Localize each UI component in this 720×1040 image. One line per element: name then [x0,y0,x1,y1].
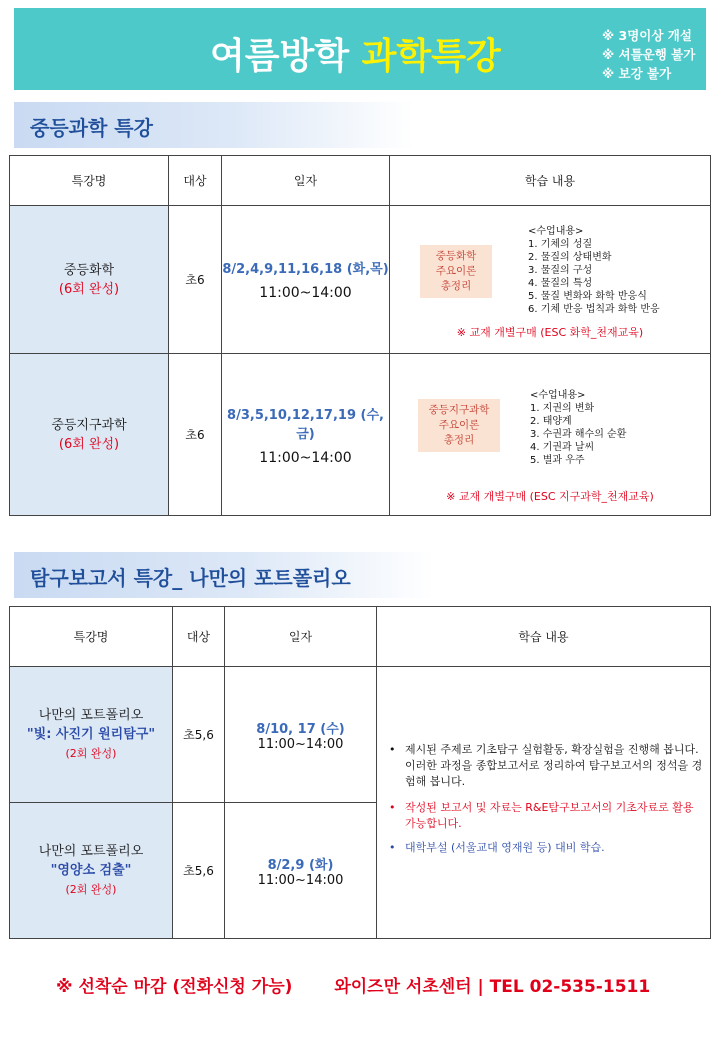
header-content: 학습 내용 [377,607,711,667]
course-time: 11:00~14:00 [259,449,352,466]
target-grade: 초5,6 [173,667,225,803]
note-no-makeup: ※ 보강 불가 [602,66,672,81]
note-no-shuttle: ※ 셔틀운행 불가 [602,47,696,62]
course-name: 나만의 포트폴리오 [38,708,144,723]
header-target: 대상 [169,156,222,206]
course-time: 11:00~14:00 [259,285,352,301]
course-dates: 8/10, 17 (수) [256,721,345,737]
footer-contact: 와이즈만 서초센터 | TEL 02-535-1511 [334,977,651,997]
content-bullets [377,742,710,856]
header-date: 일자 [225,607,377,667]
header-date: 일자 [222,156,390,206]
course-name-cell [10,803,173,939]
header-content: 학습 내용 [390,156,711,206]
textbook-note: ※ 교재 개별구매 (ESC 지구과학_천재교육) [446,489,654,503]
content-cell [377,667,711,939]
schedule-cell [222,354,390,516]
portfolio-table [9,606,711,939]
banner-notes [602,26,695,83]
target-grade: 초6 [169,354,222,516]
bullet-item: • 대학부설 (서울교대 영재원 등) 대비 학습. [389,840,704,856]
page-title [210,28,501,79]
course-sessions: (2회 완성) [65,883,117,896]
course-subtitle: "빛: 사진기 원리탐구" [26,727,156,742]
course-time: 11:00~14:00 [257,872,344,888]
course-name-cell [10,206,169,354]
middle-science-table [9,155,711,516]
course-dates: 8/2,9 (화) [267,857,334,873]
schedule-cell [225,667,377,803]
footer-deadline: ※ 선착순 마감 (전화신청 가능) [56,977,293,997]
table-row [10,354,711,516]
table-row [10,667,711,803]
content-list: <수업내용> 1. 지권의 변화 2. 태양계 3. 수권과 해수의 순환 4. 기권과 날씨 5. 별과 우주 [530,389,627,466]
content-list: <수업내용> 1. 기체의 성질 2. 물질의 상태변화 3. 물질의 구성 4. 물질의 특성 5. 물질 변화와 화학 반응식 6. 기체 반응 법칙과 화학 반응 [528,225,660,315]
note-min-students: ※ 3명이상 개설 [602,28,692,43]
course-sessions: (2회 완성) [65,747,117,760]
content-cell [390,354,711,516]
course-name: 나만의 포트폴리오 [38,844,144,859]
header-course-name: 특강명 [10,607,173,667]
course-dates: 8/2,4,9,11,16,18 (화,목) [222,262,389,277]
table-header-row [10,156,711,206]
header-course-name: 특강명 [10,156,169,206]
target-grade: 초6 [169,206,222,354]
course-time: 11:00~14:00 [257,736,344,752]
section-heading-middle-science [14,102,414,148]
table-row [10,206,711,354]
section-title: 탐구보고서 특강_ 나만의 포트폴리오 [30,566,351,590]
bullet-item: • 제시된 주제로 기초탐구 실험활동, 확장실험을 진행해 봅니다. 이러한 과정을 종합보고서로 정리하여 탐구보고서의 정석을 경험해 봅니다. [389,742,704,790]
content-cell [390,206,711,354]
footer [56,972,650,997]
title-highlight: 과학특강 [361,36,501,77]
header-banner [14,8,706,90]
topic-tag: 중등지구과학 주요이론 총정리 [418,399,500,452]
schedule-cell [225,803,377,939]
course-name-cell [10,667,173,803]
course-dates: 8/3,5,10,12,17,19 (수,금) [227,407,384,442]
course-name-cell [10,354,169,516]
title-main: 여름방학 [210,36,350,77]
topic-tag: 중등화학 주요이론 총정리 [420,245,492,298]
section-heading-portfolio [14,552,434,598]
course-subtitle: "영양소 검출" [50,863,132,878]
course-sessions: (6회 완성) [58,281,120,297]
section-title: 중등과학 특강 [30,116,153,140]
course-name: 중등지구과학 [51,417,127,433]
textbook-note: ※ 교재 개별구매 (ESC 화학_천재교육) [456,325,644,339]
course-name: 중등화학 [63,262,115,278]
table-header-row [10,607,711,667]
bullet-item: • 작성된 보고서 및 자료는 R&E탐구보고서의 기초자료로 활용 가능합니다. [389,800,704,832]
course-sessions: (6회 완성) [58,436,120,452]
target-grade: 초5,6 [173,803,225,939]
header-target: 대상 [173,607,225,667]
schedule-cell [222,206,390,354]
